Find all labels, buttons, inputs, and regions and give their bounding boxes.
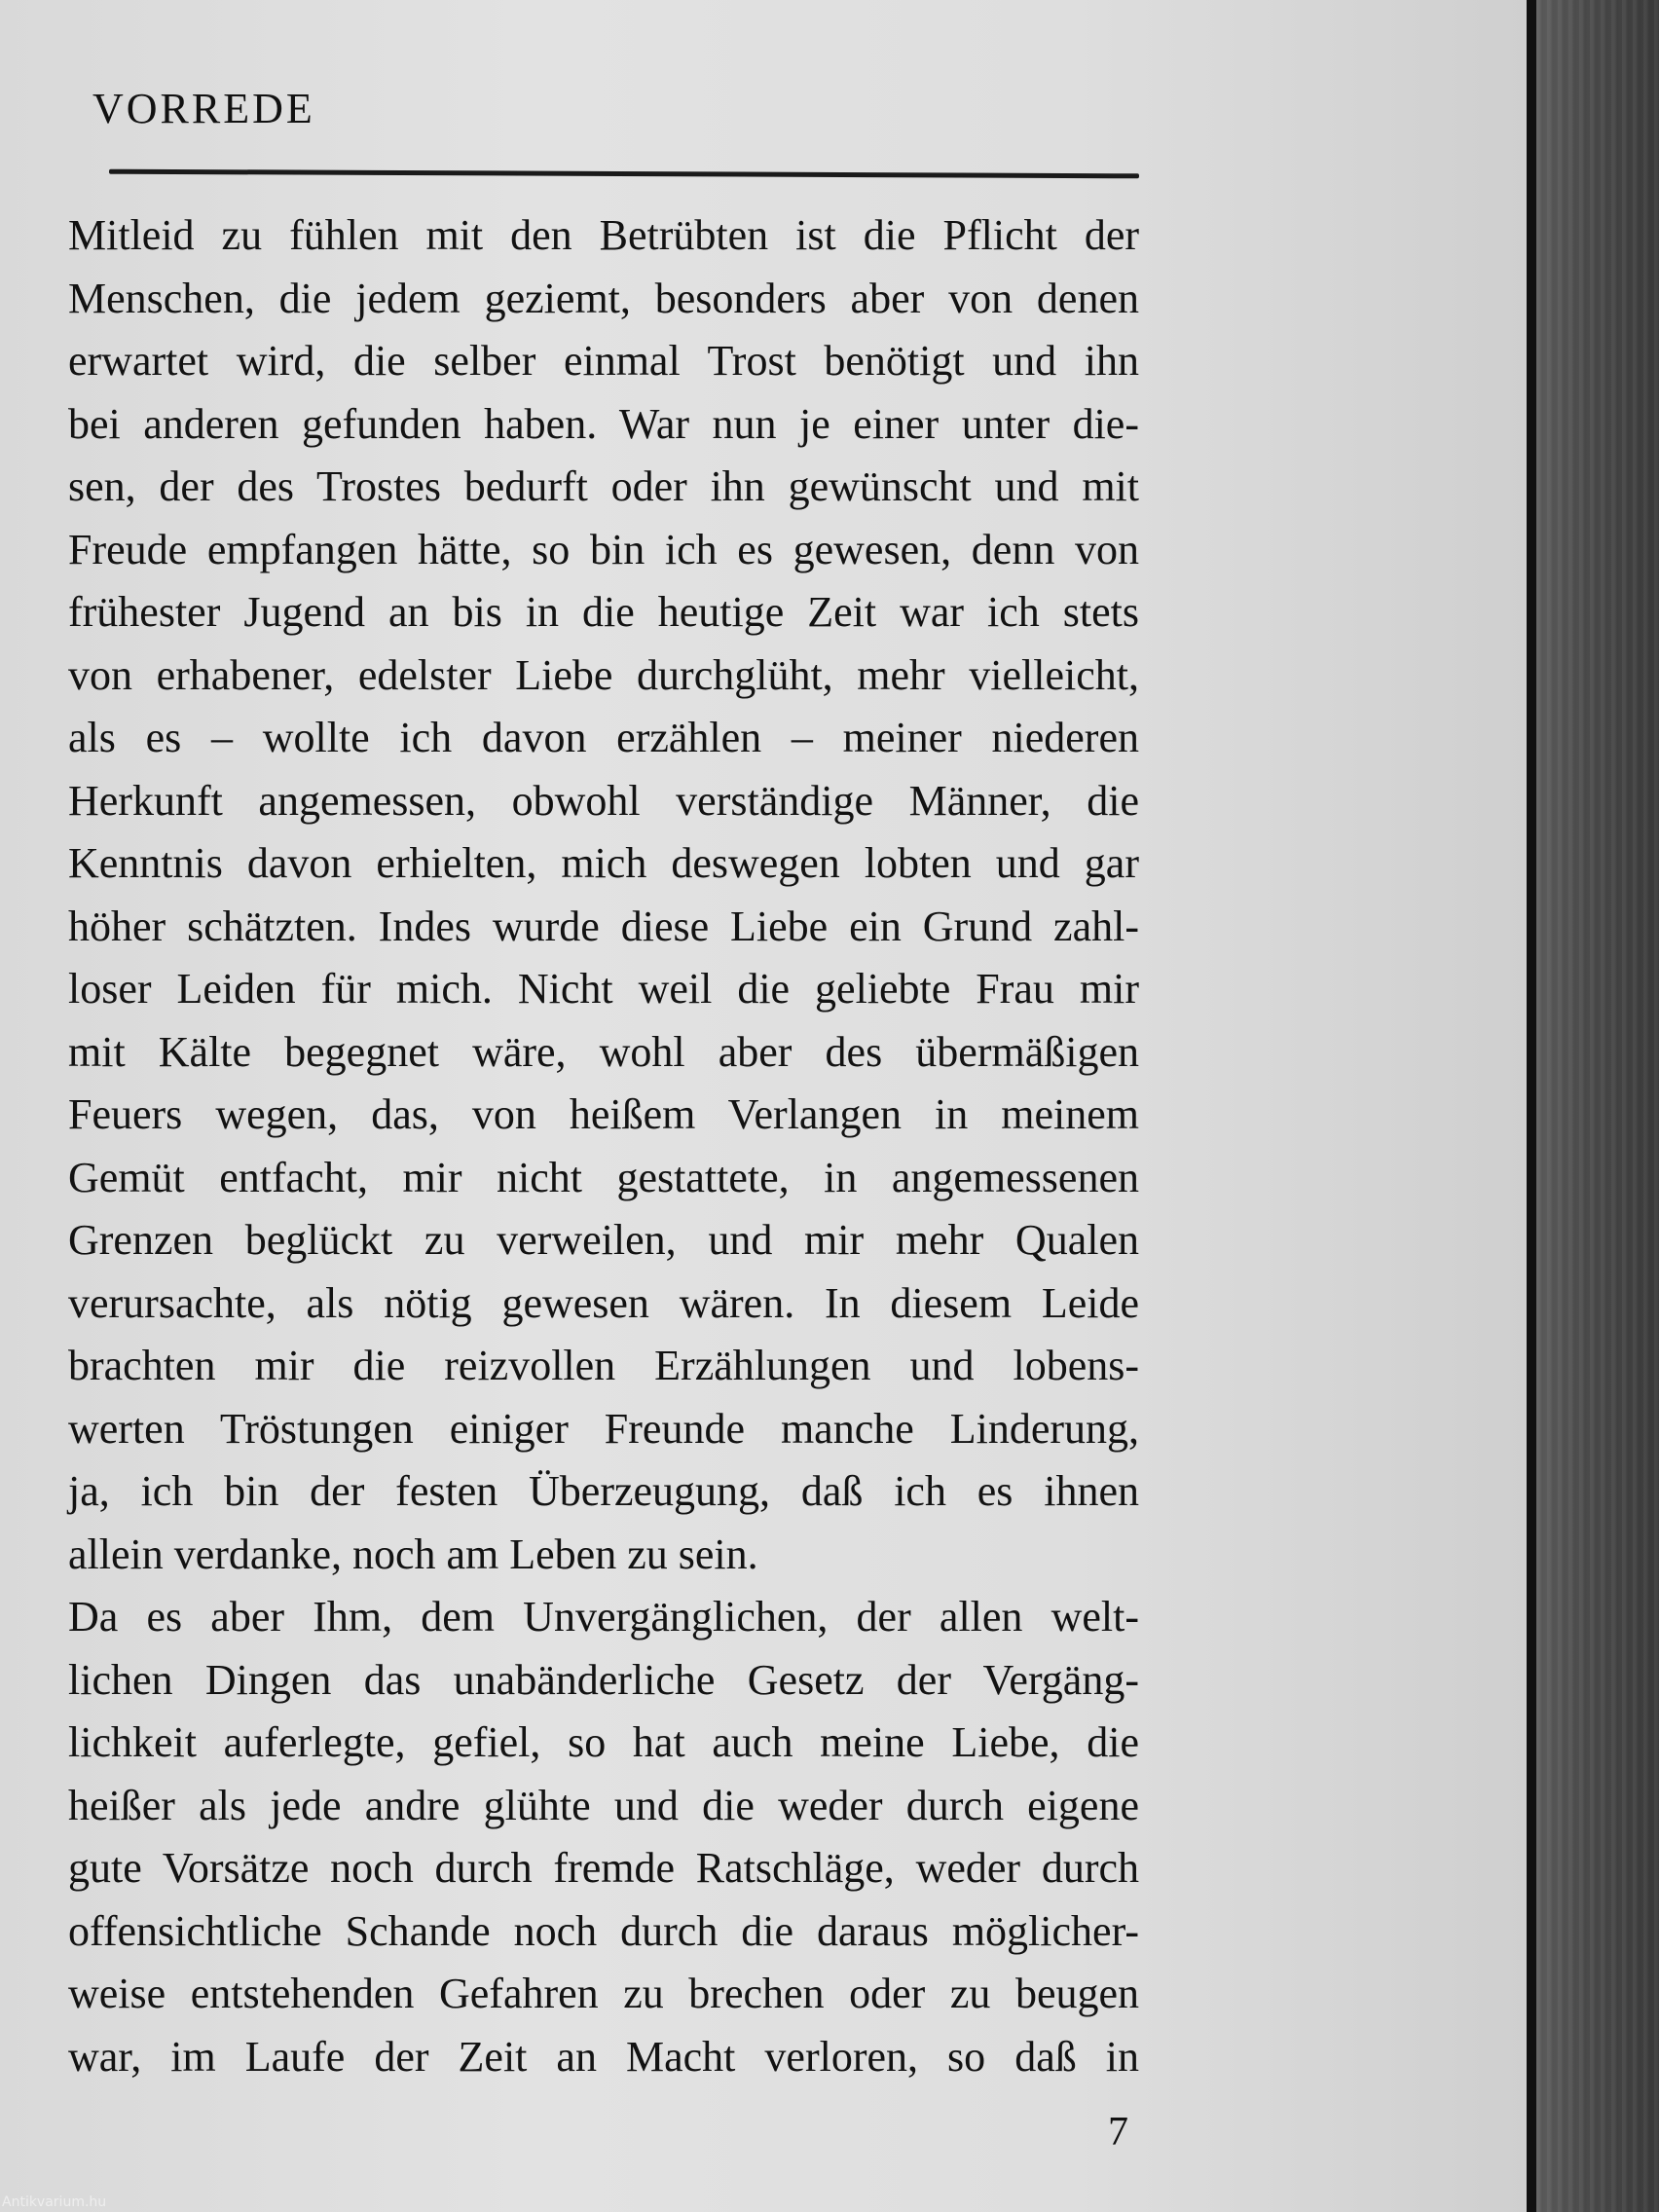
text-line: weise entstehenden Gefahren zu brechen oder zu beugen (68, 1970, 1139, 2017)
text-line: bei anderen gefunden haben. War nun je einer unter die- (68, 399, 1139, 448)
text-line: erwartet wird, die selber einmal Trost benötigt und ihn (68, 337, 1139, 385)
chapter-heading: VORREDE (92, 85, 315, 132)
text-line: offensichtliche Schande noch durch die daraus möglicher- (68, 1906, 1139, 1955)
text-line: gute Vorsätze noch durch fremde Ratschläge, weder durch (68, 1844, 1139, 1892)
text-line: loser Leiden für mich. Nicht weil die geliebte Frau mir (68, 965, 1139, 1013)
text-line: werten Tröstungen einiger Freunde manche Linderung, (68, 1404, 1139, 1453)
text-line: Kenntnis davon erhielten, mich deswegen lobten und gar (68, 839, 1139, 887)
text-line: frühester Jugend an bis in die heutige Zeit war ich stets (68, 588, 1139, 636)
heading-rule (109, 169, 1139, 179)
text-line: brachten mir die reizvollen Erzählungen und lobens- (68, 1342, 1139, 1389)
text-line: heißer als jede andre glühte und die weder durch eigene (68, 1781, 1139, 1829)
text-line: mit Kälte begegnet wäre, wohl aber des übermäßigen (68, 1027, 1139, 1076)
text-line: Herkunft angemessen, obwohl verständige Männer, die (68, 776, 1139, 825)
text-line: Grenzen beglückt zu verweilen, und mir mehr Qualen (68, 1216, 1139, 1264)
wood-background (1536, 0, 1659, 2212)
text-line: Feuers wegen, das, von heißem Verlangen in meinem (68, 1090, 1139, 1138)
text-line: Da es aber Ihm, dem Unvergänglichen, der allen welt- (68, 1593, 1139, 1641)
page-edge-shadow (1527, 0, 1536, 2212)
text-line: Freude empfangen hätte, so bin ich es gewesen, denn von (68, 525, 1139, 573)
text-line: sen, der des Trostes bedurft oder ihn gewünscht und mit (68, 462, 1139, 510)
text-line: Gemüt entfacht, mir nicht gestattete, in angemessenen (68, 1153, 1139, 1201)
text-line: war, im Laufe der Zeit an Macht verloren, so daß in (68, 2032, 1139, 2081)
text-line: als es – wollte ich davon erzählen – meiner niederen (68, 714, 1139, 761)
page-number: 7 (1108, 2110, 1128, 2155)
text-line: lichkeit auferlegte, gefiel, so hat auch meine Liebe, die (68, 1718, 1139, 1766)
watermark: Antikvarium.hu (2, 2194, 107, 2210)
body-text (68, 204, 1139, 2088)
text-line: allein verdanke, noch am Leben zu sein. (68, 1530, 758, 1578)
text-line: Mitleid zu fühlen mit den Betrübten ist die Pflicht der (68, 211, 1139, 259)
text-line: ja, ich bin der festen Überzeugung, daß ich es ihnen (68, 1467, 1139, 1515)
text-line: lichen Dingen das unabänderliche Gesetz der Vergäng- (68, 1655, 1139, 1704)
text-line: Menschen, die jedem geziemt, besonders aber von denen (68, 274, 1139, 322)
text-line: von erhabener, edelster Liebe durchglüht, mehr vielleicht, (68, 650, 1139, 699)
text-line: verursachte, als nötig gewesen wären. In diesem Leide (68, 1278, 1139, 1327)
text-line: höher schätzten. Indes wurde diese Liebe ein Grund zahl- (68, 902, 1139, 950)
